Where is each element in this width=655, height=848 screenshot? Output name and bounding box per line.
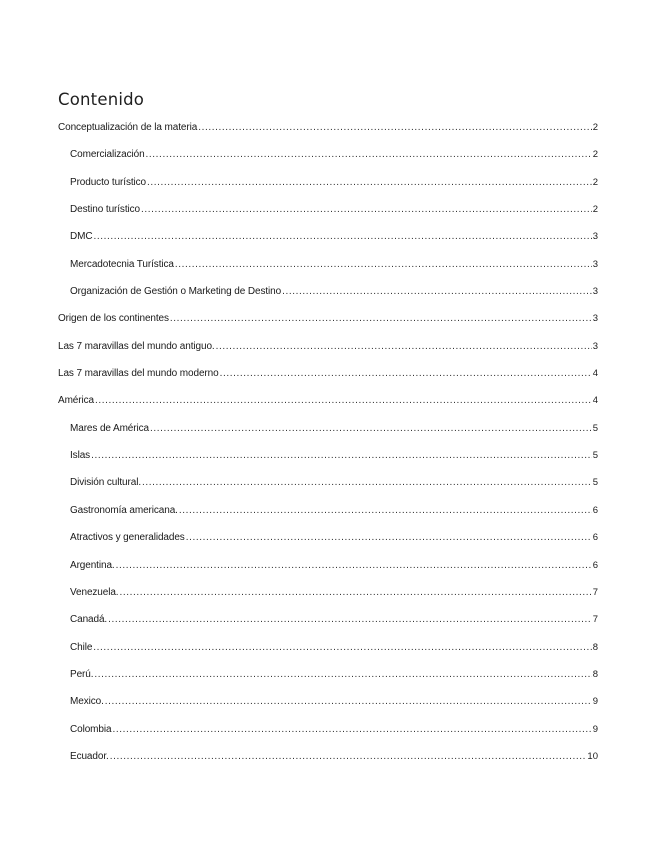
toc-dot-leader (105, 694, 592, 710)
toc-dot-leader (282, 284, 592, 300)
toc-dot-leader (93, 229, 591, 245)
toc-page-number[interactable]: 9 (592, 723, 598, 735)
toc-entry-text[interactable]: Canadá. (70, 614, 108, 626)
toc-page-number[interactable]: 10 (587, 750, 598, 762)
toc-entry-text[interactable]: Atractivos y generalidades (70, 532, 185, 544)
toc-dot-leader (108, 612, 592, 628)
toc-list (58, 120, 598, 776)
toc-entry-text[interactable]: DMC (70, 231, 93, 243)
toc-entry-text[interactable]: Gastronomía americana. (70, 504, 178, 516)
toc-entry-text[interactable]: Producto turístico (70, 176, 147, 188)
toc-entry-text[interactable]: Comercialización (70, 149, 145, 161)
toc-entry-text[interactable]: Destino turístico (70, 204, 140, 216)
toc-dot-leader (175, 257, 592, 273)
toc-dot-leader (116, 558, 592, 574)
toc-page-number[interactable]: 8 (592, 668, 598, 680)
toc-entry[interactable] (58, 612, 598, 639)
toc-entry[interactable] (58, 640, 598, 667)
toc-page-number[interactable]: 2 (592, 176, 598, 188)
toc-page-number[interactable]: 7 (592, 614, 598, 626)
toc-entry[interactable] (58, 558, 598, 585)
toc-page-number[interactable]: 6 (592, 504, 598, 516)
toc-page-number[interactable]: 2 (592, 122, 598, 133)
toc-entry[interactable] (58, 366, 598, 393)
toc-dot-leader (150, 421, 592, 437)
toc-entry[interactable] (58, 120, 598, 147)
toc-entry-text[interactable]: Perú. (70, 668, 94, 680)
toc-page-number[interactable]: 3 (592, 340, 598, 352)
toc-entry-text[interactable]: Mercadotecnia Turística (70, 258, 174, 270)
toc-entry[interactable] (58, 503, 598, 530)
toc-entry[interactable] (58, 229, 598, 256)
toc-entry[interactable] (58, 393, 598, 420)
toc-dot-leader (94, 667, 591, 683)
toc-entry-text[interactable]: Chile (70, 641, 93, 653)
toc-page-number[interactable]: 6 (592, 532, 598, 544)
toc-dot-leader (198, 120, 591, 136)
toc-entry[interactable] (58, 585, 598, 612)
toc-dot-leader (220, 366, 592, 382)
toc-dot-leader (216, 339, 592, 355)
toc-dot-leader (170, 311, 592, 327)
toc-entry-text[interactable]: Origen de los continentes (58, 313, 169, 325)
toc-dot-leader (141, 202, 592, 218)
toc-entry-text[interactable]: Ecuador. (70, 750, 109, 762)
toc-dot-leader (147, 175, 592, 191)
toc-page-number[interactable]: 9 (592, 696, 598, 708)
toc-entry[interactable] (58, 667, 598, 694)
toc-page-number[interactable]: 7 (592, 586, 598, 598)
toc-dot-leader (142, 475, 592, 491)
toc-entry-text[interactable]: Organización de Gestión o Marketing de Destino (70, 286, 282, 298)
toc-entry[interactable] (58, 339, 598, 366)
toc-page-number[interactable]: 4 (592, 395, 598, 407)
toc-dot-leader (146, 147, 592, 163)
toc-entry[interactable] (58, 749, 598, 776)
toc-entry[interactable] (58, 257, 598, 284)
toc-entry-text[interactable]: Argentina. (70, 559, 115, 571)
toc-entry[interactable] (58, 694, 598, 721)
toc-page-number[interactable]: 2 (592, 204, 598, 216)
toc-dot-leader (186, 530, 592, 546)
toc-entry-text[interactable]: Mexico. (70, 696, 104, 708)
toc-entry-text[interactable]: América (58, 395, 94, 407)
toc-page-number[interactable]: 8 (592, 641, 598, 653)
toc-entry-text[interactable]: Venezuela. (70, 586, 119, 598)
toc-entry-text[interactable]: Mares de América (70, 422, 149, 434)
toc-page-number[interactable]: 3 (592, 258, 598, 270)
toc-entry[interactable] (58, 421, 598, 448)
toc-dot-leader (179, 503, 592, 519)
toc-page-number[interactable]: 4 (592, 368, 598, 380)
toc-entry-text[interactable]: Islas (70, 450, 91, 462)
toc-page-number[interactable]: 3 (592, 286, 598, 298)
toc-entry-text[interactable]: Las 7 maravillas del mundo antiguo. (58, 340, 215, 352)
toc-title: Contenido (58, 90, 145, 109)
toc-entry-text[interactable]: Colombia (70, 723, 112, 735)
toc-entry-text[interactable]: Conceptualización de la materia (58, 122, 198, 133)
toc-page-number[interactable]: 5 (592, 422, 598, 434)
toc-entry-text[interactable]: División cultural. (70, 477, 142, 489)
toc-entry[interactable] (58, 175, 598, 202)
toc-page-number[interactable]: 2 (592, 149, 598, 161)
toc-dot-leader (110, 749, 587, 765)
toc-entry[interactable] (58, 147, 598, 174)
toc-entry[interactable] (58, 448, 598, 475)
toc-page-number[interactable]: 5 (592, 450, 598, 462)
toc-dot-leader (91, 448, 592, 464)
toc-entry[interactable] (58, 722, 598, 749)
toc-dot-leader (120, 585, 592, 601)
toc-page-number[interactable]: 6 (592, 559, 598, 571)
toc-entry[interactable] (58, 284, 598, 311)
toc-page-number[interactable]: 3 (592, 231, 598, 243)
toc-entry-text[interactable]: Las 7 maravillas del mundo moderno (58, 368, 219, 380)
toc-entry[interactable] (58, 311, 598, 338)
toc-dot-leader (93, 640, 591, 656)
toc-page-number[interactable]: 3 (592, 313, 598, 325)
toc-page-number[interactable]: 5 (592, 477, 598, 489)
toc-entry[interactable] (58, 202, 598, 229)
toc-entry[interactable] (58, 475, 598, 502)
toc-dot-leader (95, 393, 592, 409)
toc-dot-leader (112, 722, 591, 738)
toc-entry[interactable] (58, 530, 598, 557)
